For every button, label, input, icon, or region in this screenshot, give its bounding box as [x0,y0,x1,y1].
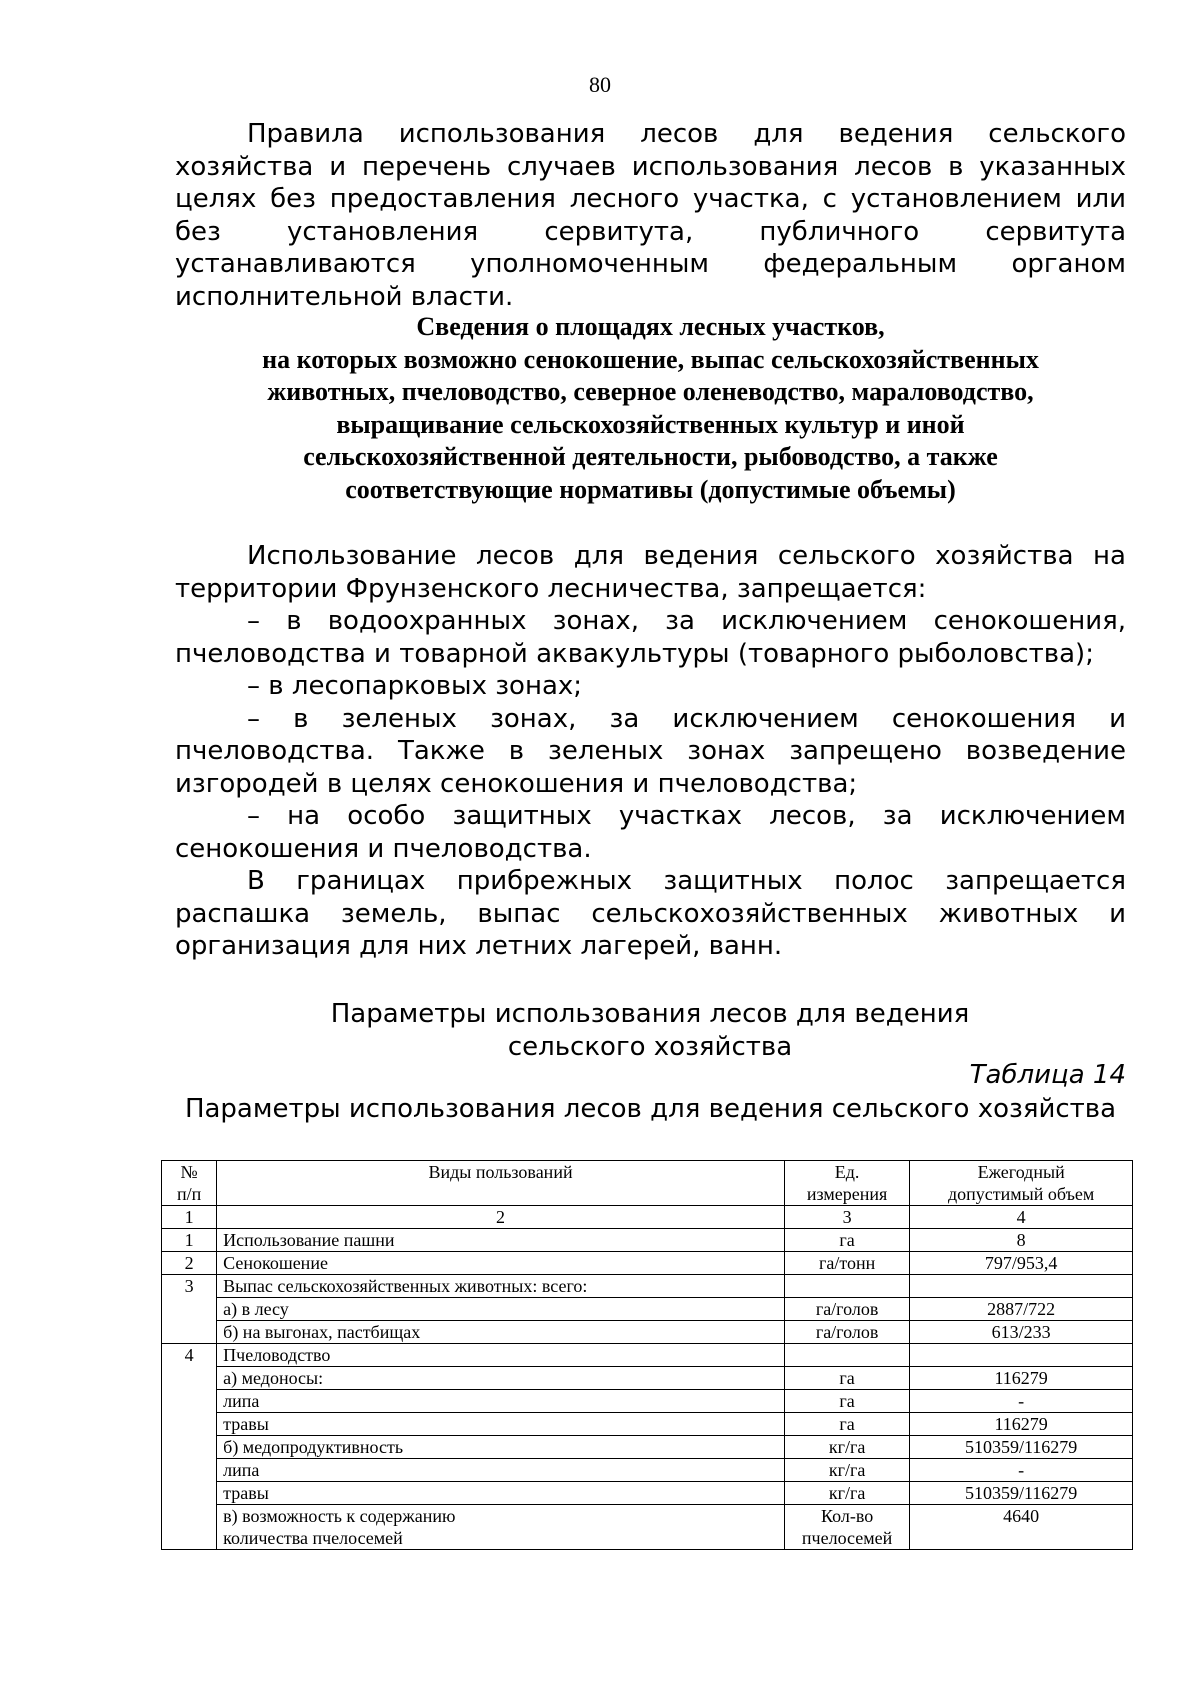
annual-volume: 613/233 [910,1321,1133,1344]
section-title-line: соответствующие нормативы (допустимые объемы) [345,474,956,504]
parameters-table [161,1160,1133,1550]
usage-section [175,540,1126,963]
intro-text [175,118,1126,313]
section-title-line: выращивание сельскохозяйственных культур и иной [336,409,965,439]
table-row [162,1436,1133,1459]
annual-volume: 4640 [910,1505,1133,1550]
table-row [162,1482,1133,1505]
unit [784,1344,909,1367]
row-number: 4 [162,1344,217,1550]
table-row [162,1298,1133,1321]
usage-kind: Сенокошение [217,1252,785,1275]
section-title-line: Сведения о площадях лесных участков, [416,312,885,341]
annual-volume: 797/953,4 [910,1252,1133,1275]
section-title-line: животных, пчеловодство, северное оленеводство, мараловодство, [267,377,1034,406]
header-volume: Ежегодный допустимый объем [910,1161,1133,1206]
table-row [162,1367,1133,1390]
parameters-heading-line: сельского хозяйства [507,1032,793,1062]
restriction-item: – в лесопарковых зонах; [247,671,583,701]
numbering-cell: 2 [217,1206,785,1229]
unit: га/тонн [784,1252,909,1275]
parameters-heading [290,998,1010,1064]
usage-kind: липа [217,1459,785,1482]
row-number: 1 [162,1229,217,1252]
usage-kind: в) возможность к содержанию количества пчелосемей [217,1505,785,1550]
annual-volume [910,1344,1133,1367]
unit: га [784,1413,909,1436]
usage-kind: травы [217,1413,785,1436]
unit: га [784,1390,909,1413]
section-title-line: на которых возможно сенокошение, выпас сельскохозяйственных [262,344,1039,374]
row-number: 2 [162,1252,217,1275]
page-number: 80 [589,72,611,97]
usage-kind: б) медопродуктивность [217,1436,785,1459]
unit: кг/га [784,1482,909,1505]
usage-kind: Использование пашни [217,1229,785,1252]
usage-paragraph: Использование лесов для ведения сельского хозяйства на территории Фрунзенского лесничества, запрещается: [175,541,1126,604]
annual-volume: 510359/116279 [910,1482,1133,1505]
usage-kind: а) в лесу [217,1298,785,1321]
header-unit: Ед. измерения [784,1161,909,1206]
intro-paragraph: Правила использования лесов для ведения сельского хозяйства и перечень случаев использования лесов в указанных целях без предоставления лесного участка, с установлением или без установления сервитута, публичного сервитута устанавливаются уполномоченным федеральным органом исполнительной власти. [175,119,1126,312]
numbering-cell: 1 [162,1206,217,1229]
restriction-item: – в зеленых зонах, за исключением сенокошения и пчеловодства. Также в зеленых зонах запрещено возведение изгородей в целях сенокошения и пчеловодства; [175,703,1126,799]
unit: кг/га [784,1436,909,1459]
table-row [162,1252,1133,1275]
table-row [162,1321,1133,1344]
unit: кг/га [784,1459,909,1482]
section-title [175,311,1126,506]
coastal-paragraph: В границах прибрежных защитных полос запрещается распашка земель, выпас сельскохозяйственных животных и организация для них летних лагерей, ванн. [175,866,1126,961]
annual-volume: 2887/722 [910,1298,1133,1321]
usage-kind: Пчеловодство [217,1344,785,1367]
annual-volume: 8 [910,1229,1133,1252]
usage-kind: Выпас сельскохозяйственных животных: всего: [217,1275,785,1298]
table-caption: Параметры использования лесов для ведения сельского хозяйства [184,1094,1117,1124]
table-row [162,1344,1133,1367]
annual-volume: 116279 [910,1413,1133,1436]
unit [784,1275,909,1298]
table-body [162,1229,1133,1550]
header-kind: Виды пользований [217,1161,785,1206]
usage-kind: липа [217,1390,785,1413]
restriction-item: – на особо защитных участках лесов, за исключением сенокошения и пчеловодства. [175,801,1126,864]
header-number: № п/п [162,1161,217,1206]
unit: га [784,1367,909,1390]
table-row [162,1413,1133,1436]
unit: га [784,1229,909,1252]
restriction-list [175,605,1126,865]
numbering-cell: 4 [910,1206,1133,1229]
annual-volume: - [910,1459,1133,1482]
table-row [162,1459,1133,1482]
table-row [162,1390,1133,1413]
usage-kind: а) медоносы: [217,1367,785,1390]
unit: Кол-во пчелосемей [784,1505,909,1550]
usage-kind: травы [217,1482,785,1505]
table-label: Таблица 14 [969,1060,1126,1090]
annual-volume [910,1275,1133,1298]
annual-volume: 510359/116279 [910,1436,1133,1459]
table-row [162,1275,1133,1298]
section-title-line: сельскохозяйственной деятельности, рыбоводство, а также [303,442,998,471]
unit: га/голов [784,1298,909,1321]
unit: га/голов [784,1321,909,1344]
annual-volume: 116279 [910,1367,1133,1390]
table-header-row [162,1161,1133,1206]
restriction-item: – в водоохранных зонах, за исключением сенокошения, пчеловодства и товарной аквакультуры (товарного рыболовства); [175,606,1126,669]
annual-volume: - [910,1390,1133,1413]
parameters-heading-line: Параметры использования лесов для ведения [330,999,970,1029]
usage-kind: б) на выгонах, пастбищах [217,1321,785,1344]
table-row [162,1505,1133,1550]
row-number: 3 [162,1275,217,1344]
table-numbering-row [162,1206,1133,1229]
numbering-cell: 3 [784,1206,909,1229]
table-row [162,1229,1133,1252]
